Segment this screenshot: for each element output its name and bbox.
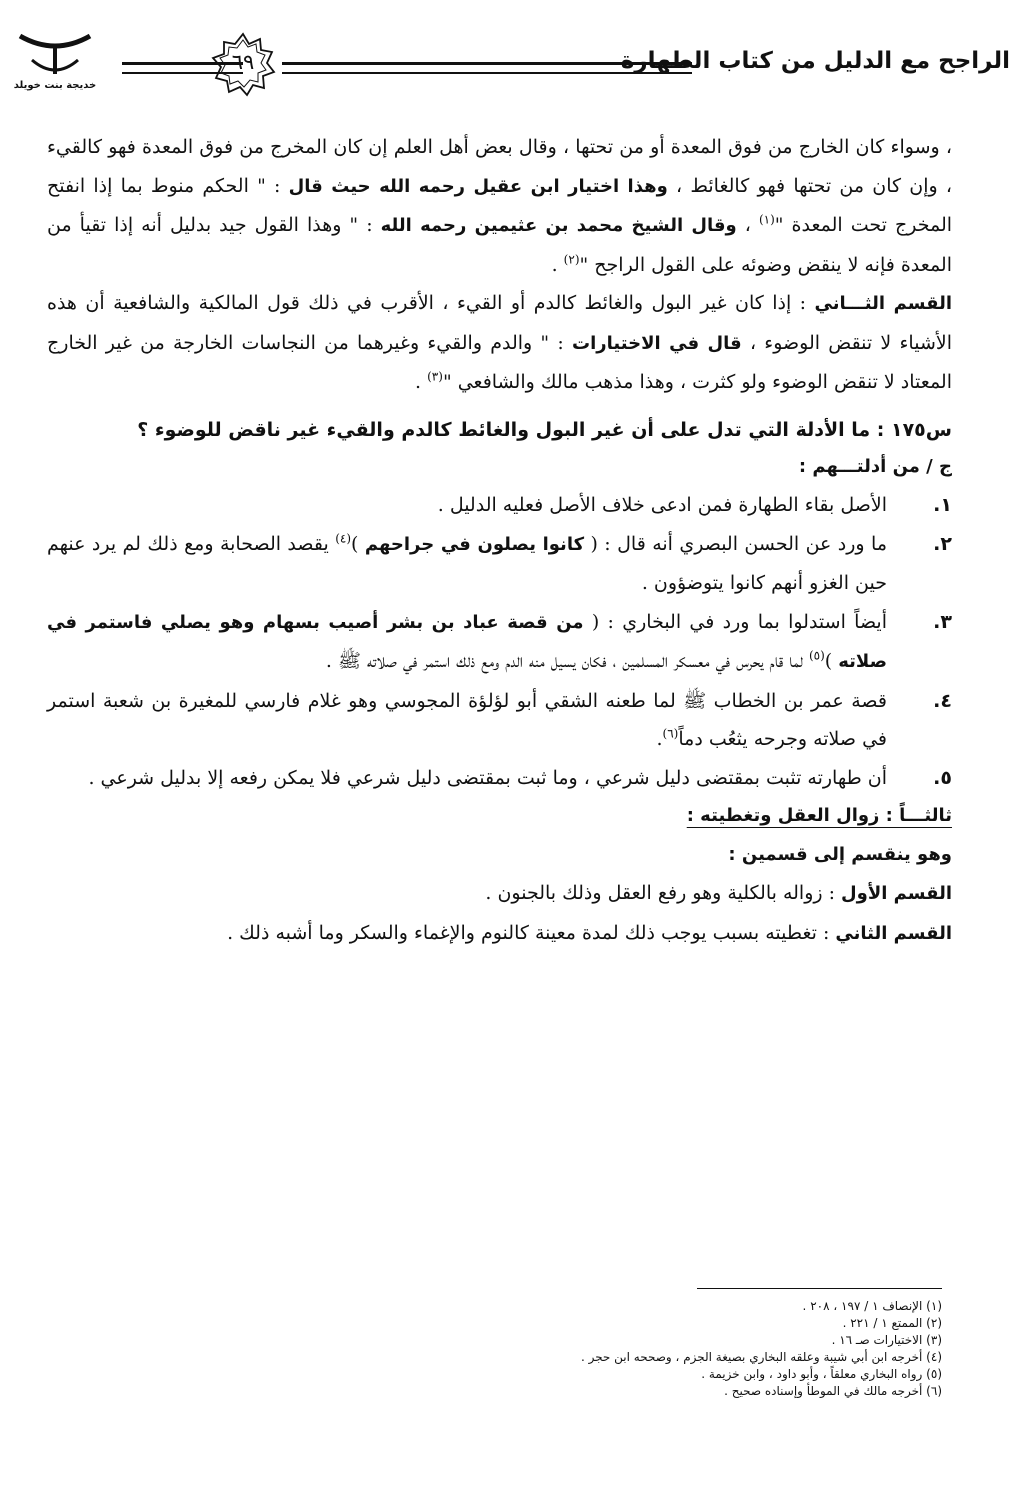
section-label: القسم الأول bbox=[841, 883, 952, 904]
logo-text: خديجة بنت خويلد bbox=[13, 80, 97, 91]
text: لما قام يحرس في معسكر المسلمين ، فكان يسيل منه الدم ومع ذلك استمر في صلاته ﷺ . bbox=[325, 650, 809, 672]
section-heading bbox=[47, 797, 952, 836]
text: الأصل بقاء الطهارة فمن ادعى خلاف الأصل فعليه الدليل . bbox=[437, 494, 887, 516]
text: ما ورد عن الحسن البصري أنه قال : ( bbox=[584, 532, 887, 555]
text: أيضاً استدلوا بما ورد في البخاري : ( bbox=[583, 610, 887, 633]
paragraph-2 bbox=[47, 284, 952, 402]
logo-icon bbox=[10, 30, 100, 80]
list-item bbox=[47, 759, 952, 798]
publisher-logo bbox=[10, 30, 100, 100]
text: . bbox=[415, 371, 428, 393]
footnote-ref: (٣) bbox=[427, 369, 443, 384]
footnote: (١) الإنصاف ١ / ١٩٧ ، ٢٠٨ . bbox=[802, 1299, 942, 1313]
part-2 bbox=[47, 914, 952, 954]
footnote-ref: (٢) bbox=[563, 252, 580, 267]
text: ) bbox=[351, 532, 365, 555]
page-header bbox=[10, 30, 1010, 100]
footnote: (٦) أخرجه مالك في الموطأ وإسناده صحيح . bbox=[724, 1384, 942, 1398]
text: ، وسواء كان الخارج من فوق المعدة أو من تحتها ، وقال بعض أهل العلم إن كان المخرج من فوق المعدة فهو كالقيء ، وإن كان من تحتها فهو كالغائط ، bbox=[47, 136, 952, 197]
text: : " وهذا القول جيد بدليل أنه إذا تقيأ من المعدة فإنه لا ينقض وضوئه على القول الراجح " bbox=[47, 214, 952, 276]
item-number: ٥. bbox=[933, 766, 952, 789]
item-number: ١. bbox=[933, 494, 952, 516]
bold-text: وهذا اختيار ابن عقيل رحمه الله حيث قال bbox=[288, 175, 668, 197]
header-rule-left bbox=[122, 62, 243, 74]
item-number: ٢. bbox=[933, 532, 952, 555]
section-heading-text: ثالثـــاً : زوال العقل وتغطيته : bbox=[686, 805, 952, 826]
text: . bbox=[551, 253, 564, 276]
list-item bbox=[47, 525, 952, 603]
item-number: ٤. bbox=[933, 689, 952, 712]
answer-intro: ج / من أدلتـــهم : bbox=[798, 455, 952, 477]
text: أن طهارته تثبت بمقتضى دليل شرعي ، وما ثبت بمقتضى دليل شرعي فلا يمكن رفعه إلا بدليل شرعي . bbox=[88, 766, 887, 789]
footnote-ref: (١) bbox=[758, 212, 775, 227]
text: : إذا كان غير البول والغائط كالدم أو القيء ، الأقرب في ذلك قول المالكية والشافعية أن هذه الأشياء لا تنقض الوضوء ، bbox=[47, 292, 952, 354]
bold-text: قال في الاختيارات bbox=[572, 332, 742, 354]
list-item bbox=[47, 603, 952, 682]
text: : " والدم والقيء وغيرهما من النجاسات الخارجة من غير الخارج المعتاد لا تنقض الوضوء ولو كثرت ، وهذا مذهب مالك والشافعي " bbox=[47, 331, 952, 393]
text: : تغطيته بسبب يوجب ذلك لمدة معينة كالنوم والإغماء والسكر وما أشبه ذلك . bbox=[227, 921, 836, 944]
text: ) bbox=[824, 650, 839, 672]
footnote: (٤) أخرجه ابن أبي شيبة وعلقه البخاري بصيغة الجزم ، وصححه ابن حجر . bbox=[580, 1350, 942, 1364]
footnote-ref: (٤) bbox=[335, 531, 352, 546]
part-1 bbox=[47, 874, 952, 914]
footnote-ref: (٦) bbox=[662, 726, 679, 741]
main-content bbox=[47, 128, 952, 953]
footnote: (٣) الاختيارات صـ ١٦ . bbox=[831, 1333, 942, 1347]
section-label: القسم الثـــاني bbox=[814, 293, 952, 314]
text: : " الحكم منوط بما إذا انفتح المخرج تحت المعدة " bbox=[47, 174, 953, 236]
section-label: القسم الثاني bbox=[835, 922, 952, 944]
footnote: (٢) الممتع ١ / ٢٢١ . bbox=[842, 1316, 942, 1330]
item-number: ٣. bbox=[933, 610, 952, 633]
bold-text: كانوا يصلون في جراحهم bbox=[364, 533, 585, 555]
page-number: ٦٩ bbox=[231, 50, 255, 74]
text: : زواله بالكلية وهو رفع العقل وذلك بالجنون . bbox=[485, 882, 842, 904]
bold-text: من قصة عباد بن بشر أصيب بسهام وهو يصلي فاستمر في صلاته bbox=[47, 611, 887, 672]
footnote-ref: (٥) bbox=[808, 648, 825, 663]
list-item bbox=[47, 486, 952, 525]
paragraph-1 bbox=[47, 128, 952, 284]
text: قصة عمر بن الخطاب ﷺ لما طعنه الشقي أبو لؤلؤة المجوسي وهو غلام فارسي للمغيرة بن شعبة استمر في صلاته وجرحه يثعُب دماً bbox=[47, 689, 887, 750]
bold-text: وقال الشيخ محمد بن عثيمين رحمه الله bbox=[380, 215, 737, 236]
text: يقصد الصحابة ومع ذلك لم يرد عنهم حين الغزو أنهم كانوا يتوضؤون . bbox=[47, 532, 887, 594]
book-title: الراجح مع الدليل من كتاب الطهارة bbox=[620, 48, 1010, 74]
text: . bbox=[656, 728, 663, 750]
footnote: (٥) رواه البخاري معلقاً ، وأبو داود ، وابن خزيمة . bbox=[701, 1367, 942, 1381]
footnote-divider bbox=[697, 1288, 942, 1289]
text: ، bbox=[736, 214, 759, 236]
header-rule-right bbox=[282, 62, 692, 74]
divides-line: وهو ينقسم إلى قسمين : bbox=[728, 843, 952, 865]
footnotes bbox=[242, 1298, 942, 1400]
list-item bbox=[47, 682, 952, 759]
question-heading: س١٧٥ : ما الأدلة التي تدل على أن غير البول والغائط كالدم والقيء غير ناقض للوضوء ؟ bbox=[137, 418, 952, 441]
